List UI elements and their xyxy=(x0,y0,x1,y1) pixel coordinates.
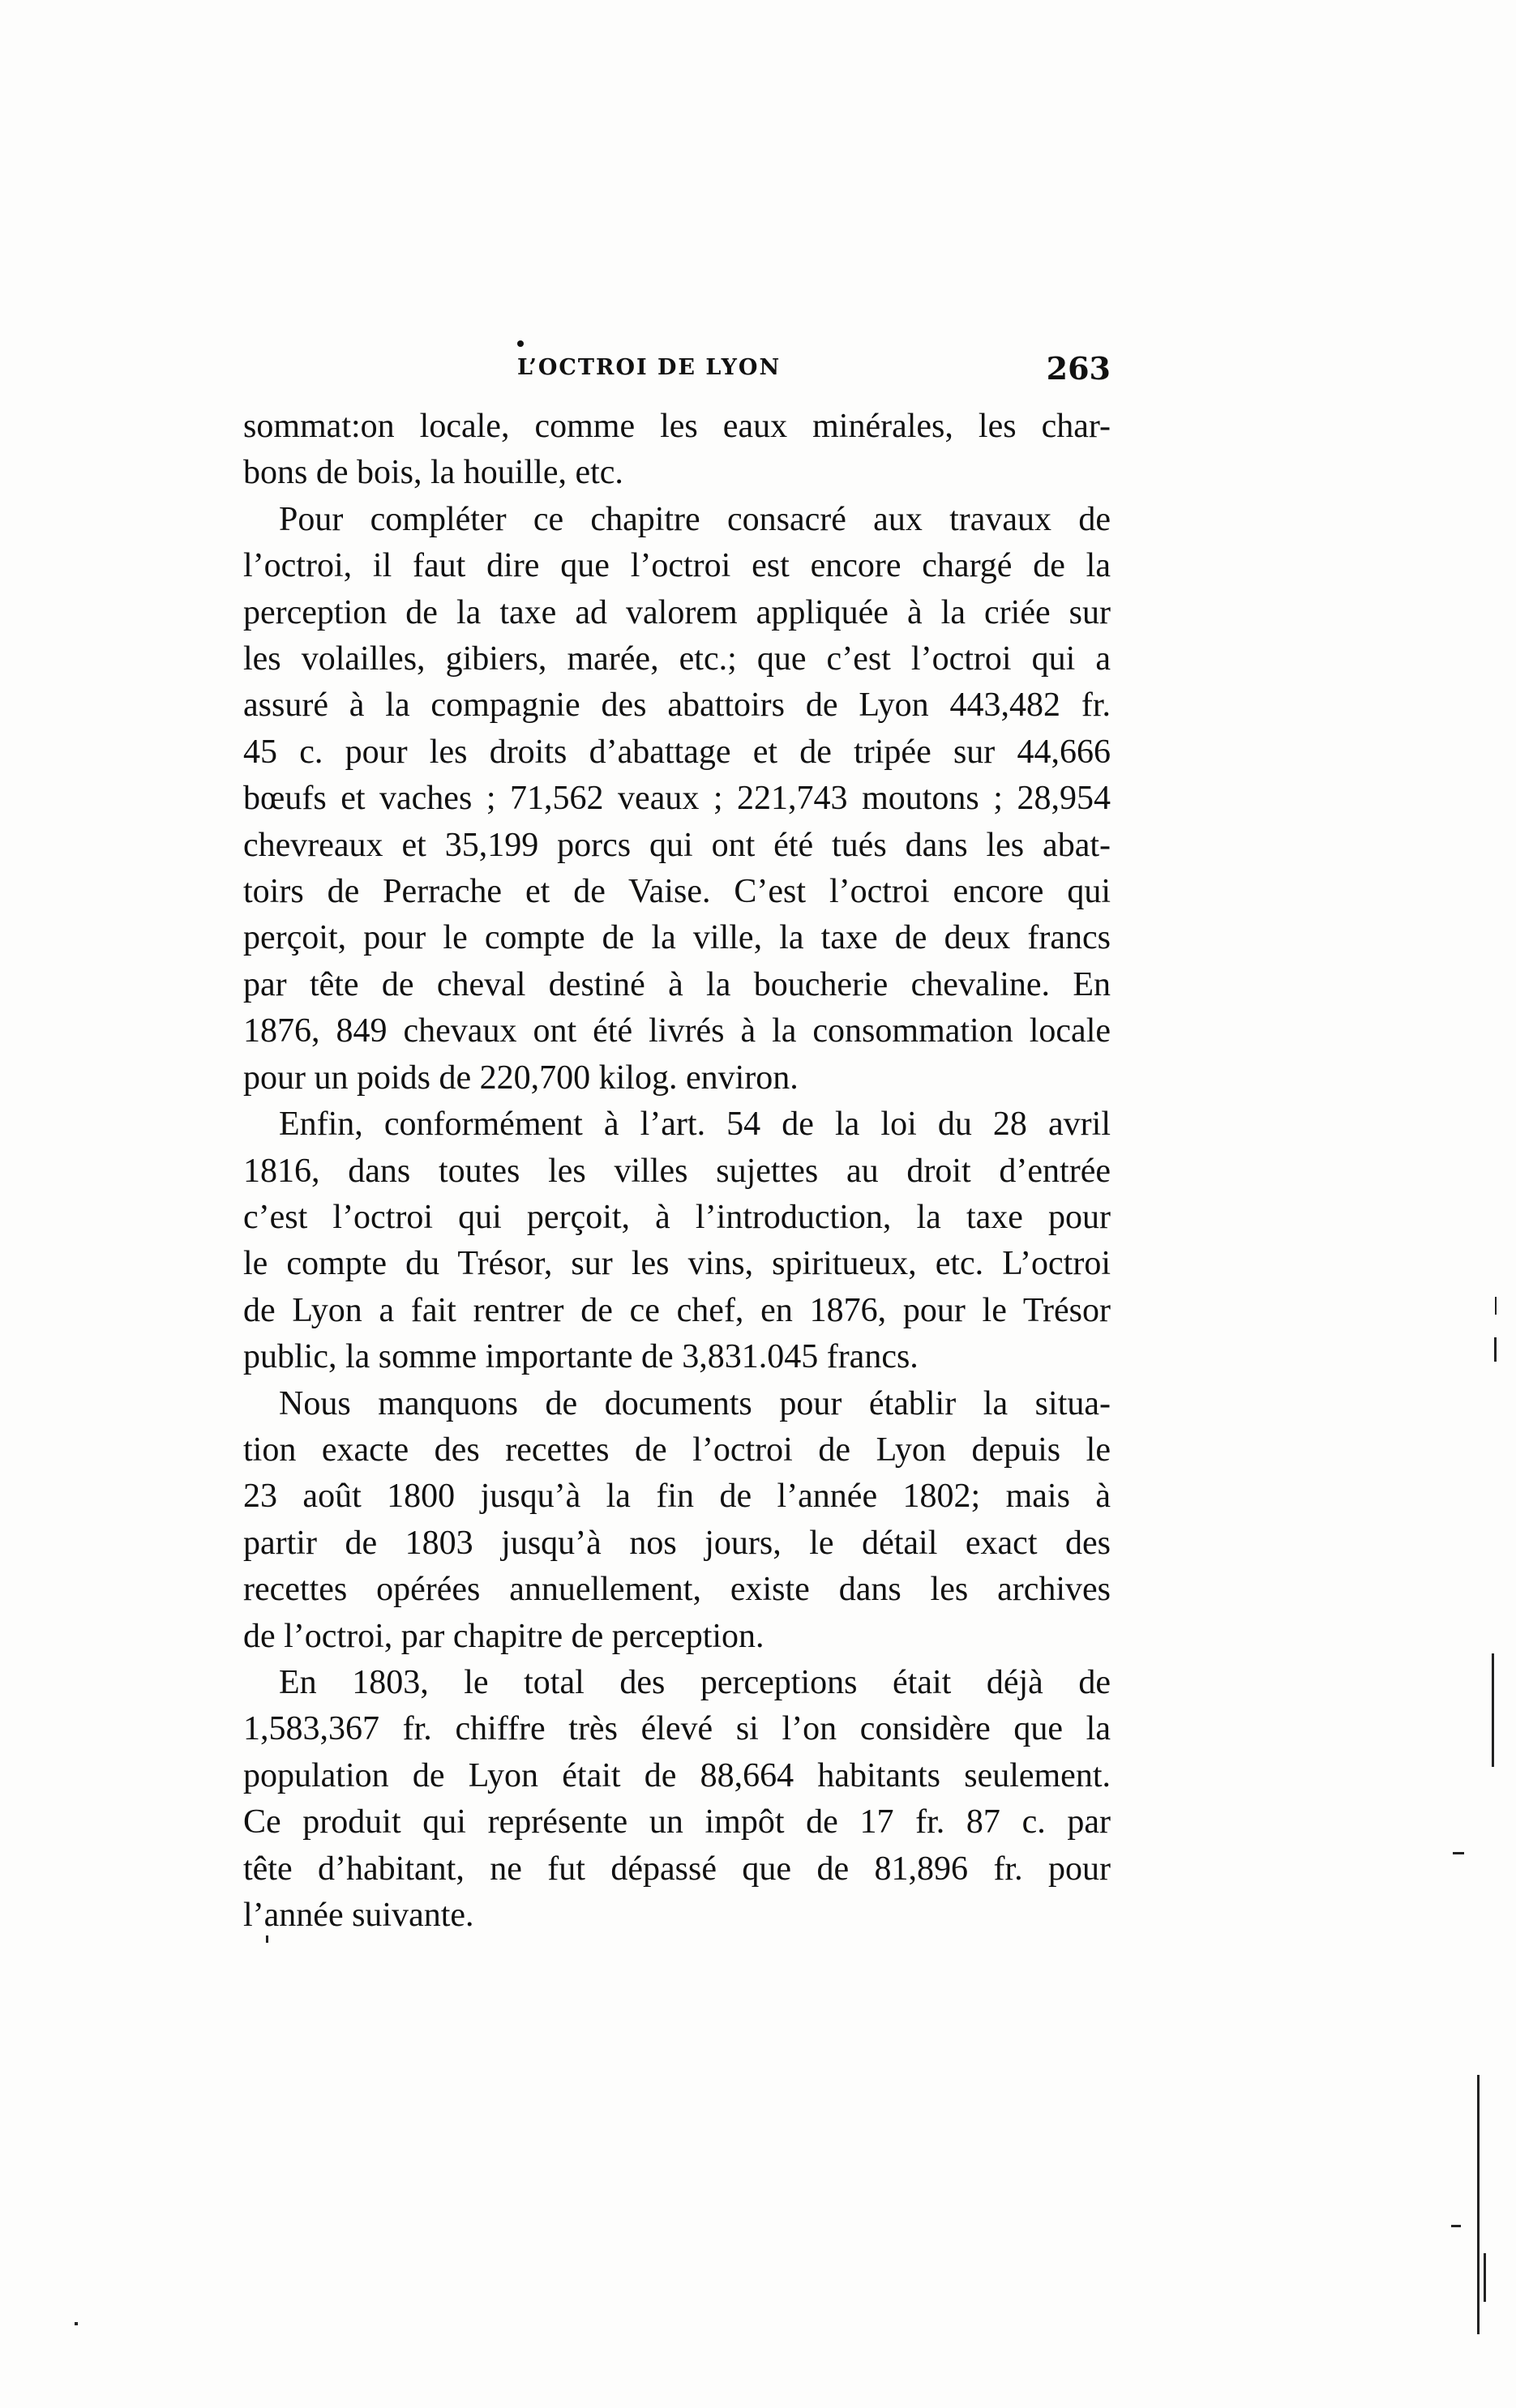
running-title: L’OCTROI DE LYON xyxy=(517,355,782,380)
text-line: l’octroi, il faut dire que l’octroi est encore chargé de la xyxy=(243,547,1111,585)
scan-mark xyxy=(1484,2253,1486,2302)
text-line: bons de bois, la houille, etc. xyxy=(243,454,623,492)
text-line: toirs de Perrache et de Vaise. C’est l’octroi encore qui xyxy=(243,873,1111,911)
scan-mark xyxy=(1494,1337,1497,1362)
text-line: 1,583,367 fr. chiffre très élevé si l’on considère que la xyxy=(243,1710,1111,1748)
page-number: 263 xyxy=(1046,350,1111,387)
scan-mark xyxy=(75,2322,78,2325)
scan-mark xyxy=(1451,2225,1461,2227)
text-line: tête d’habitant, ne fut dépassé que de 81,896 fr. pour xyxy=(243,1850,1111,1888)
text-line: perception de la taxe ad valorem appliquée à la criée sur xyxy=(243,593,1111,631)
text-line: En 1803, le total des perceptions était déjà de xyxy=(279,1663,1111,1701)
body-text xyxy=(243,404,1111,1939)
text-line: sommat:on locale, comme les eaux minérales, les char- xyxy=(243,408,1111,445)
text-line: Ce produit qui représente un impôt de 17 fr. 87 c. par xyxy=(243,1803,1111,1841)
scan-mark xyxy=(266,1935,268,1943)
text-line: population de Lyon était de 88,664 habitants seulement. xyxy=(243,1756,1111,1794)
text-line: pour un poids de 220,700 kilog. environ. xyxy=(243,1059,799,1097)
text-line: chevreaux et 35,199 porcs qui ont été tués dans les abat- xyxy=(243,826,1111,864)
text-line: public, la somme importante de 3,831.045 francs. xyxy=(243,1338,919,1376)
paragraph-3 xyxy=(243,1101,1111,1380)
scan-mark xyxy=(1495,1297,1497,1315)
text-line: 45 c. pour les droits d’abattage et de tripée sur 44,666 xyxy=(243,733,1111,771)
text-line: de l’octroi, par chapitre de perception. xyxy=(243,1617,764,1655)
text-line: tion exacte des recettes de l’octroi de Lyon depuis le xyxy=(243,1431,1111,1469)
text-line: recettes opérées annuellement, existe dans les archives xyxy=(243,1571,1111,1609)
text-line: Pour compléter ce chapitre consacré aux travaux de xyxy=(279,500,1111,538)
paragraph-4 xyxy=(243,1381,1111,1660)
scan-mark xyxy=(1453,1852,1464,1854)
paragraph-1 xyxy=(243,404,1111,497)
text-line: Nous manquons de documents pour établir la situa- xyxy=(279,1384,1111,1422)
text-line: perçoit, pour le compte de la ville, la taxe de deux francs xyxy=(243,919,1111,957)
text-line: 1816, dans toutes les villes sujettes au droit d’entrée xyxy=(243,1152,1111,1190)
scan-mark xyxy=(1492,1653,1494,1767)
text-line: par tête de cheval destiné à la boucherie chevaline. En xyxy=(243,965,1111,1003)
text-line: l’année suivante. xyxy=(243,1897,474,1934)
text-line: de Lyon a fait rentrer de ce chef, en 1876, pour le Trésor xyxy=(243,1291,1111,1329)
scan-mark xyxy=(1477,2075,1480,2334)
text-line: Enfin, conformément à l’art. 54 de la loi du 28 avril xyxy=(279,1106,1111,1144)
running-head xyxy=(243,350,1111,399)
text-line: c’est l’octroi qui perçoit, à l’introduction, la taxe pour xyxy=(243,1198,1111,1236)
text-line: assuré à la compagnie des abattoirs de Lyon 443,482 fr. xyxy=(243,686,1111,725)
paragraph-2 xyxy=(243,497,1111,1101)
text-line: le compte du Trésor, sur les vins, spiritueux, etc. L’octroi xyxy=(243,1245,1111,1283)
header-dot-mark xyxy=(517,340,524,347)
text-line: partir de 1803 jusqu’à nos jours, le détail exact des xyxy=(243,1524,1111,1562)
text-line: bœufs et vaches ; 71,562 veaux ; 221,743 moutons ; 28,954 xyxy=(243,780,1111,818)
paragraph-5 xyxy=(243,1660,1111,1939)
text-line: les volailles, gibiers, marée, etc.; que c’est l’octroi qui a xyxy=(243,640,1111,678)
text-line: 23 août 1800 jusqu’à la fin de l’année 1802; mais à xyxy=(243,1478,1111,1516)
text-line: 1876, 849 chevaux ont été livrés à la consommation locale xyxy=(243,1012,1111,1050)
